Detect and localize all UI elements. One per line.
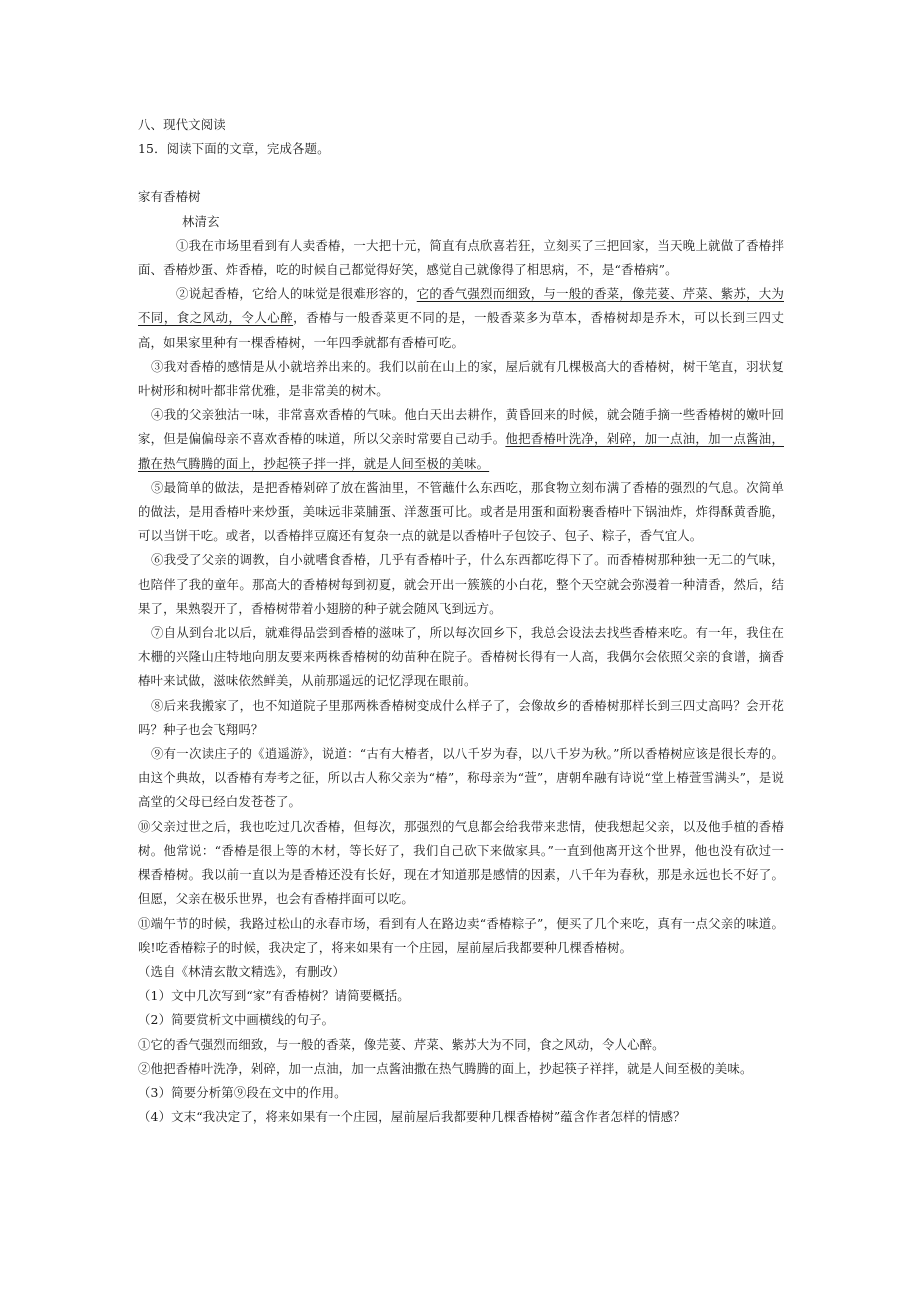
article-paragraph-3 bbox=[138, 355, 784, 403]
question-intro: 15．阅读下面的文章，完成各题。 bbox=[138, 141, 330, 157]
underlined-sentence-1: 它的香气强烈而细致，与一般的香菜，像芫荽、芹菜、紫苏，大为不同，食之风动，令人心醉 bbox=[138, 286, 784, 326]
paragraph-text: ⑧后来我搬家了，也不知道院子里那两株香椿树变成什么样子了，会像故乡的香椿树那样长到三四丈高吗？会开花吗？种子也会飞翔吗？ bbox=[138, 697, 784, 737]
blank-gap bbox=[138, 161, 784, 185]
article-paragraph-11 bbox=[138, 912, 784, 960]
question-2: （2）简要赏析文中画横线的句子。 bbox=[138, 1012, 335, 1028]
article-source: （选自《林清玄散文精选》，有删改） bbox=[138, 963, 345, 979]
paragraph-text: ⑦自从到台北以后，就难得品尝到香椿的滋味了，所以每次回乡下，我总会设法去找些香椿来吃。有一年，我住在木栅的兴隆山庄特地向朋友要来两株香椿树的幼苗种在院子。香椿树长得有一人高，我偶尔会依照父亲的食谱，摘香椿叶来试做，滋味依然鲜美，从前那遥远的记忆浮现在眼前。 bbox=[138, 625, 784, 689]
article-paragraph-7 bbox=[138, 621, 784, 694]
paragraph-text: ④我的父亲独沽一味，非常喜欢香椿的气味。他白天出去耕作，黄昏回来的时候，就会随手摘一些香椿树的嫩叶回家，但是偏偏母亲不喜欢香椿的味道，所以父亲时常要自己动手。 bbox=[138, 407, 784, 447]
article-paragraph-9 bbox=[138, 742, 784, 815]
section-heading: 八、现代文阅读 bbox=[138, 117, 226, 132]
underlined-sentence-2: 他把香椿叶洗净，剁碎，加一点油，加一点酱油，撒在热气腾腾的面上，抄起筷子拌一拌，就是人间至极的美味。 bbox=[138, 431, 784, 471]
question-2-item-1: ①它的香气强烈而细致，与一般的香菜，像芫荽、芹菜、紫苏大为不同，食之风动，令人心醉。 bbox=[138, 1036, 665, 1052]
paragraph-text: ③我对香椿的感情是从小就培养出来的。我们以前在山上的家，屋后就有几棵极高大的香椿树，树干笔直，羽状复叶树形和树叶都非常优雅，是非常美的树木。 bbox=[138, 358, 784, 399]
paragraph-text: ⑥我受了父亲的调教，自小就嗜食香椿，几乎有香椿叶子，什么东西都吃得下了。而香椿树那种独一无二的气味，也陪伴了我的童年。那高大的香椿树每到初夏，就会开出一簇簇的小白花，整个天空就会弥漫着一种清香，然后，结果了，果熟裂开了，香椿树带着小翅膀的种子就会随风飞到远方。 bbox=[138, 552, 784, 616]
article-paragraph-2 bbox=[138, 282, 784, 355]
article-paragraph-5 bbox=[138, 476, 784, 549]
paragraph-text: ①我在市场里看到有人卖香椿，一大把十元，简直有点欣喜若狂，立刻买了三把回家，当天晚上就做了香椿拌面、香椿炒蛋、炸香椿，吃的时候自己都觉得好笑，感觉自己就像得了相思病，不，是“香椿病”。 bbox=[138, 237, 784, 278]
paragraph-text: ，香椿与一般香菜更不同的是，一般香菜多为草本，香椿树却是乔木，可以长到三四丈高，如果家里种有一棵香椿树，一年四季就都有香椿可吃。 bbox=[138, 310, 784, 350]
article-paragraph-6 bbox=[138, 548, 784, 621]
paragraph-text: ⑪端午节的时候，我路过松山的永春市场，看到有人在路边卖“香椿粽子”，便买了几个来吃，真有一点父亲的味道。唉!吃香椿粽子的时候，我决定了，将来如果有一个庄园，屋前屋后我都要种几棵香椿树。 bbox=[138, 915, 784, 955]
question-3: （3）简要分析第⑨段在文中的作用。 bbox=[138, 1084, 347, 1100]
question-2-item-2: ②他把香椿叶洗净，剁碎，加一点油，加一点酱油撒在热气腾腾的面上，抄起筷子祥拌，就是人间至极的美味。 bbox=[138, 1060, 753, 1076]
article-paragraph-4 bbox=[138, 403, 784, 476]
article-paragraph-8 bbox=[138, 694, 784, 742]
paragraph-text: ②说起香椿，它给人的味觉是很难形容的， bbox=[176, 286, 417, 302]
question-4: （4）文末“我决定了，将来如果有一个庄园，屋前屋后我都要种几棵香椿树”蕴含作者怎样的情感？ bbox=[138, 1109, 686, 1125]
article-paragraph-10 bbox=[138, 815, 784, 912]
article-paragraph-1 bbox=[138, 234, 784, 282]
article-title: 家有香椿树 bbox=[138, 189, 201, 205]
document-content bbox=[138, 113, 784, 1129]
question-1: （1）文中几次写到“家”有香椿树？请简要概括。 bbox=[138, 988, 410, 1004]
paragraph-text: ⑨有一次读庄子的《逍遥游》，说道：“古有大椿者，以八千岁为春，以八千岁为秋。”所以香椿树应该是很长寿的。由这个典故，以香椿有寿考之征，所以古人称父亲为“椿”，称母亲为“萱”，唐朝牟融有诗说“堂上椿萱雪满头”，是说高堂的父母已经白发苍苍了。 bbox=[138, 746, 784, 810]
paragraph-text: ⑩父亲过世之后，我也吃过几次香椿，但每次，那强烈的气息都会给我带来悲情，使我想起父亲，以及他手植的香椿树。他常说：“香椿是很上等的木材，等长好了，我们自己砍下来做家具。”一直到他离开这个世界，他也没有砍过一棵香椿树。我以前一直以为是香椿还没有长好，现在才知道那是感情的因素，八千年为春秋，那是永远也长不好了。但愿，父亲在极乐世界，也会有香椿拌面可以吃。 bbox=[138, 818, 784, 907]
article-author: 林清玄 bbox=[182, 213, 220, 229]
paragraph-text: ⑤最简单的做法，是把香椿剁碎了放在酱油里，不管蘸什么东西吃，那食物立刻布满了香椿的强烈的气息。次简单的做法，是用香椿叶来炒蛋，美味远非菜脯蛋、洋葱蛋可比。或者是用蛋和面粉裹香椿叶下锅油炸，炸得酥黄香脆，可以当饼干吃。或者，以香椿拌豆腐还有复杂一点的就是以香椿叶子包饺子、包子、粽子，香气宜人。 bbox=[138, 479, 784, 544]
